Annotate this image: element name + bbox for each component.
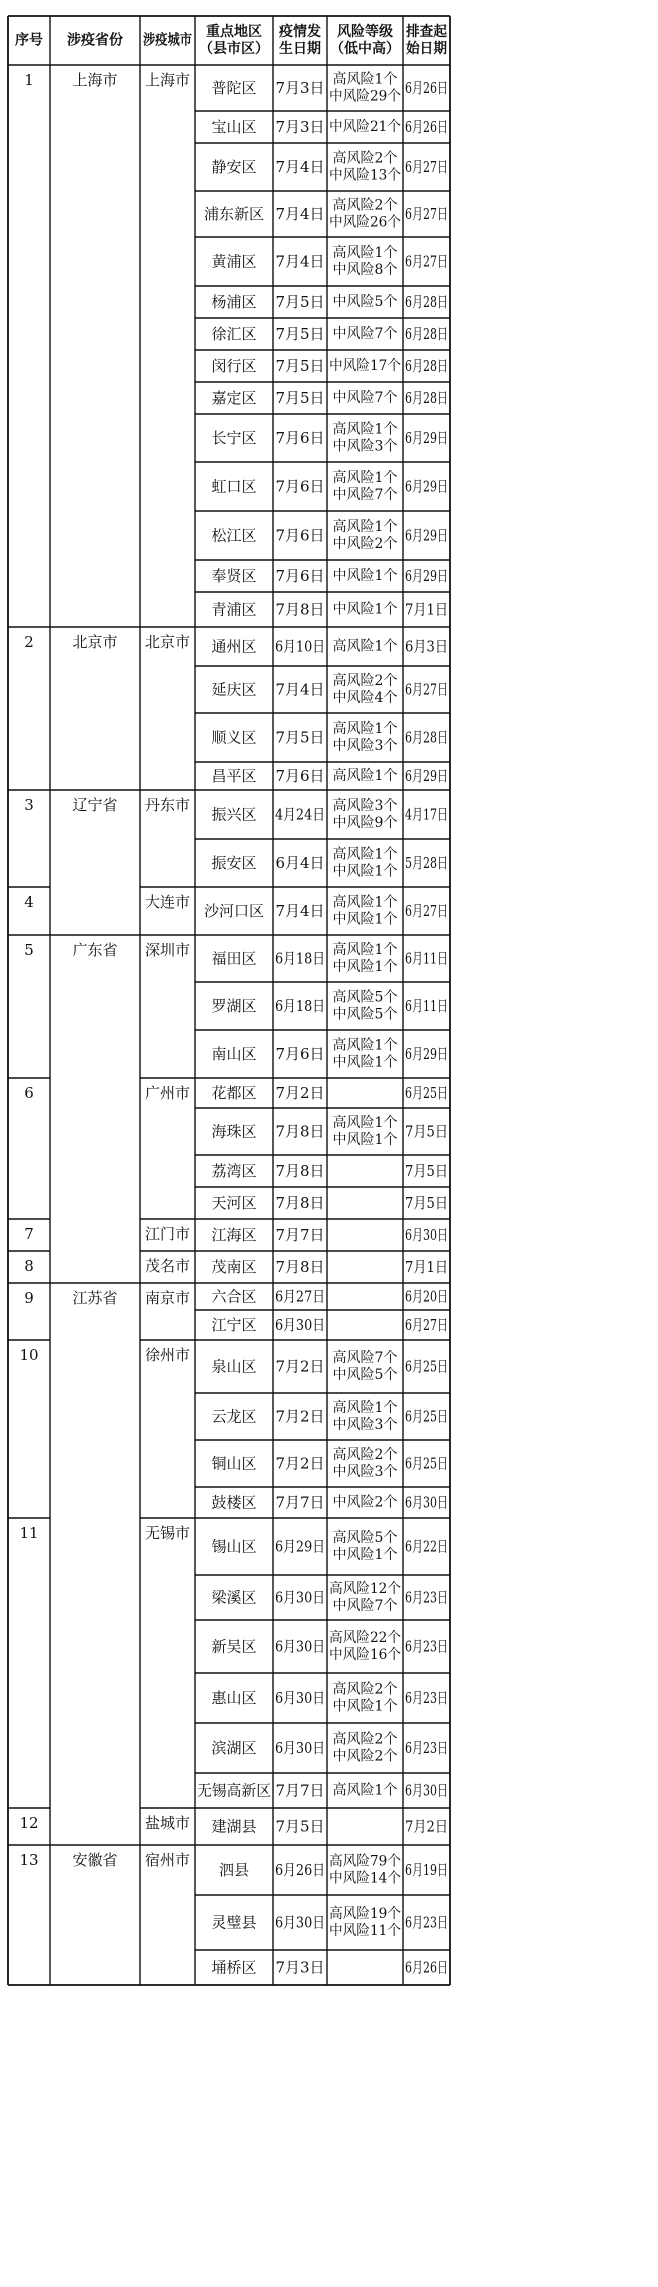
cell-risk: 中风险13个 <box>329 167 403 184</box>
cell-start: 6月28日 <box>405 728 448 747</box>
cell-start: 6月28日 <box>405 293 448 311</box>
cell-district: 青浦区 <box>211 600 257 619</box>
cell-start: 7月5日 <box>405 1162 448 1180</box>
cell-start: 6月29日 <box>405 767 448 785</box>
cell-date: 7月7日 <box>275 1226 325 1244</box>
cell-start: 6月23日 <box>405 1739 448 1757</box>
header-cell: 涉疫省份 <box>67 32 123 49</box>
cell-risk: 高风险2个 <box>332 1447 398 1464</box>
cell-risk: 高风险2个 <box>332 1681 398 1698</box>
cell-risk: 中风险26个 <box>329 214 403 231</box>
cell-district: 泉山区 <box>211 1357 257 1376</box>
cell-start: 6月19日 <box>405 1861 448 1879</box>
cell-district: 泗县 <box>218 1861 250 1879</box>
cell-no: 2 <box>24 633 34 651</box>
cell-start: 5月28日 <box>405 854 448 872</box>
cell-risk: 中风险5个 <box>332 1366 398 1383</box>
cell-city: 江门市 <box>144 1225 191 1243</box>
cell-risk: 高风险2个 <box>332 150 398 167</box>
cell-start: 7月1日 <box>405 1258 448 1276</box>
cell-district: 滨湖区 <box>211 1739 257 1757</box>
cell-risk: 中风险29个 <box>329 88 403 105</box>
cell-start: 6月23日 <box>405 1689 448 1707</box>
cell-date: 7月2日 <box>275 1357 325 1376</box>
cell-district: 福田区 <box>211 949 257 968</box>
cell-date: 6月30日 <box>275 1316 325 1334</box>
cell-risk: 高风险1个 <box>332 638 398 655</box>
cell-risk: 中风险1个 <box>332 1054 398 1071</box>
header-cell: 始日期 <box>406 40 448 57</box>
cell-start: 4月17日 <box>405 805 448 824</box>
cell-date: 7月4日 <box>275 158 325 176</box>
cell-risk: 高风险1个 <box>332 71 398 88</box>
cell-district: 罗湖区 <box>211 997 257 1015</box>
cell-date: 7月6日 <box>275 1045 325 1063</box>
cell-risk: 高风险1个 <box>332 721 398 738</box>
cell-city: 北京市 <box>144 633 191 651</box>
cell-date: 7月4日 <box>275 680 325 699</box>
cell-district: 宝山区 <box>211 118 257 136</box>
cell-risk: 中风险16个 <box>329 1646 403 1663</box>
cell-date: 7月4日 <box>275 252 325 271</box>
cell-risk: 中风险11个 <box>329 1922 403 1939</box>
cell-risk: 中风险3个 <box>332 438 398 455</box>
cell-date: 7月4日 <box>275 205 325 223</box>
cell-date: 7月2日 <box>275 1084 325 1102</box>
cell-risk: 高风险3个 <box>332 798 398 815</box>
cell-start: 6月29日 <box>405 429 448 447</box>
cell-district: 徐汇区 <box>211 325 257 343</box>
cell-risk: 高风险1个 <box>332 1115 398 1132</box>
cell-city: 上海市 <box>144 71 191 89</box>
cell-risk: 高风险1个 <box>332 421 398 438</box>
cell-city: 无锡市 <box>144 1524 191 1542</box>
cell-date: 6月29日 <box>275 1537 325 1556</box>
cell-no: 6 <box>24 1084 34 1102</box>
cell-no: 8 <box>24 1257 34 1275</box>
cell-risk: 中风险7个 <box>332 390 398 406</box>
cell-start: 6月26日 <box>405 1958 448 1977</box>
cell-district: 花都区 <box>211 1084 257 1102</box>
cell-start: 6月23日 <box>405 1588 448 1607</box>
cell-risk: 高风险1个 <box>332 470 398 487</box>
cell-district: 南山区 <box>211 1045 257 1063</box>
cell-start: 6月27日 <box>405 1316 448 1334</box>
cell-district: 灵璧县 <box>211 1913 257 1932</box>
cell-date: 7月8日 <box>275 600 325 619</box>
cell-start: 6月29日 <box>405 477 448 496</box>
cell-district: 顺义区 <box>211 728 257 747</box>
header-cell: 重点地区 <box>206 24 262 41</box>
cell-start: 7月5日 <box>405 1194 448 1212</box>
cell-district: 荔湾区 <box>211 1162 257 1180</box>
cell-date: 6月26日 <box>275 1861 325 1879</box>
cell-risk: 中风险5个 <box>332 1006 398 1023</box>
cell-risk: 高风险1个 <box>332 846 398 863</box>
cell-date: 7月5日 <box>275 389 325 407</box>
header-cell: 排查起 <box>406 24 448 41</box>
cell-risk: 中风险3个 <box>332 1416 398 1433</box>
cell-district: 嘉定区 <box>211 389 257 407</box>
cell-date: 7月8日 <box>275 1122 325 1141</box>
cell-risk: 中风险8个 <box>332 261 398 278</box>
cell-district: 昌平区 <box>211 767 257 785</box>
cell-city: 深圳市 <box>144 941 191 959</box>
cell-district: 奉贤区 <box>211 567 257 585</box>
cell-start: 6月23日 <box>405 1637 448 1656</box>
cell-city: 南京市 <box>144 1289 191 1307</box>
cell-risk: 中风险1个 <box>332 1698 398 1715</box>
cell-risk: 中风险1个 <box>332 1131 398 1148</box>
cell-district: 江海区 <box>211 1226 257 1244</box>
cell-start: 6月27日 <box>405 205 448 223</box>
cell-risk: 高风险7个 <box>332 1350 398 1367</box>
cell-risk: 高风险5个 <box>332 1530 398 1547</box>
cell-district: 振兴区 <box>211 805 257 824</box>
cell-date: 7月6日 <box>275 477 325 496</box>
cell-risk: 中风险1个 <box>332 1546 398 1563</box>
cell-no: 9 <box>24 1289 34 1307</box>
cell-start: 6月26日 <box>405 79 448 97</box>
cell-start: 6月11日 <box>405 949 448 968</box>
cell-district: 杨浦区 <box>211 293 257 311</box>
cell-risk: 中风险2个 <box>332 1748 398 1765</box>
cell-start: 7月2日 <box>405 1817 448 1836</box>
cell-date: 7月5日 <box>275 357 325 375</box>
cell-city: 徐州市 <box>144 1346 191 1364</box>
cell-city: 茂名市 <box>144 1257 191 1275</box>
cell-start: 6月27日 <box>405 680 448 699</box>
cell-start: 6月25日 <box>405 1357 448 1376</box>
cell-date: 7月5日 <box>275 293 325 311</box>
cell-risk: 中风险3个 <box>332 737 398 754</box>
cell-start: 7月1日 <box>405 600 448 619</box>
cell-district: 六合区 <box>211 1287 257 1306</box>
cell-risk: 高风险2个 <box>332 1731 398 1748</box>
cell-district: 闵行区 <box>211 357 257 375</box>
cell-risk: 高风险1个 <box>332 942 398 959</box>
cell-start: 6月23日 <box>405 1913 448 1932</box>
cell-risk: 中风险7个 <box>332 326 398 342</box>
cell-start: 6月26日 <box>405 118 448 136</box>
cell-start: 6月30日 <box>405 1226 448 1244</box>
cell-start: 6月27日 <box>405 902 448 920</box>
cell-district: 建湖县 <box>211 1817 257 1836</box>
cell-date: 7月8日 <box>275 1258 325 1276</box>
cell-date: 7月3日 <box>275 1958 325 1977</box>
cell-risk: 中风险9个 <box>332 814 398 831</box>
cell-city: 盐城市 <box>144 1814 191 1832</box>
cell-date: 7月8日 <box>275 1194 325 1212</box>
cell-date: 7月2日 <box>275 1454 325 1473</box>
cell-risk: 高风险1个 <box>332 768 398 784</box>
cell-start: 6月11日 <box>405 997 448 1015</box>
cell-date: 6月4日 <box>275 854 325 872</box>
header-cell: 序号 <box>15 32 43 49</box>
cell-start: 6月25日 <box>405 1454 448 1473</box>
header-cell: 风险等级 <box>337 24 393 41</box>
cell-district: 普陀区 <box>211 79 257 97</box>
cell-risk: 高风险12个 <box>329 1581 403 1598</box>
cell-province: 江苏省 <box>72 1289 118 1307</box>
cell-risk: 中风险1个 <box>332 958 398 975</box>
cell-risk: 中风险2个 <box>332 1494 398 1511</box>
cell-province: 上海市 <box>72 71 118 89</box>
cell-risk: 高风险79个 <box>329 1853 403 1870</box>
cell-date: 7月5日 <box>275 1817 325 1836</box>
header-cell: （低中高） <box>330 40 400 57</box>
cell-start: 6月29日 <box>405 1045 448 1063</box>
cell-district: 延庆区 <box>211 680 257 699</box>
cell-province: 安徽省 <box>72 1851 118 1869</box>
cell-district: 惠山区 <box>211 1689 257 1707</box>
cell-no: 10 <box>19 1346 39 1364</box>
cell-start: 6月28日 <box>405 325 448 343</box>
cell-start: 6月25日 <box>405 1407 448 1426</box>
cell-district: 梁溪区 <box>211 1588 257 1607</box>
cell-date: 7月5日 <box>275 325 325 343</box>
cell-risk: 高风险1个 <box>332 894 398 911</box>
cell-risk: 中风险14个 <box>329 1870 403 1887</box>
cell-risk: 高风险1个 <box>332 1400 398 1417</box>
cell-district: 埇桥区 <box>211 1958 257 1977</box>
cell-start: 6月28日 <box>405 357 448 375</box>
cell-start: 6月30日 <box>405 1493 448 1512</box>
cell-date: 7月3日 <box>275 79 325 97</box>
cell-date: 7月8日 <box>275 1162 325 1180</box>
cell-no: 1 <box>24 71 34 89</box>
cell-district: 茂南区 <box>211 1258 257 1276</box>
cell-risk: 中风险7个 <box>332 1597 398 1614</box>
cell-district: 海珠区 <box>211 1122 257 1141</box>
header-cell: （县市区） <box>199 40 269 57</box>
cell-no: 12 <box>19 1814 39 1832</box>
cell-risk: 高风险5个 <box>332 989 398 1006</box>
cell-province: 广东省 <box>72 941 118 959</box>
cell-risk: 高风险22个 <box>329 1630 403 1647</box>
cell-risk: 高风险1个 <box>332 1782 398 1799</box>
cell-district: 黄浦区 <box>211 252 257 271</box>
cell-district: 虹口区 <box>211 477 257 496</box>
cell-start: 6月25日 <box>405 1084 448 1102</box>
cell-district: 江宁区 <box>211 1316 257 1334</box>
cell-no: 3 <box>24 796 34 814</box>
cell-date: 7月2日 <box>275 1407 325 1426</box>
cell-no: 5 <box>24 941 34 959</box>
cell-province: 辽宁省 <box>72 796 118 814</box>
cell-risk: 中风险17个 <box>329 358 403 374</box>
cell-district: 锡山区 <box>211 1537 257 1556</box>
cell-no: 13 <box>19 1851 39 1869</box>
cell-risk: 高风险19个 <box>329 1906 403 1923</box>
cell-date: 6月27日 <box>275 1287 325 1306</box>
cell-start: 6月22日 <box>405 1537 448 1556</box>
cell-district: 无锡高新区 <box>197 1781 271 1800</box>
cell-date: 7月6日 <box>275 429 325 447</box>
cell-date: 6月10日 <box>275 637 325 656</box>
cell-city: 丹东市 <box>144 796 191 814</box>
cell-city: 宿州市 <box>144 1851 191 1869</box>
cell-date: 6月30日 <box>275 1588 325 1607</box>
cell-city: 大连市 <box>144 893 191 911</box>
cell-date: 6月18日 <box>275 949 325 968</box>
cell-risk: 中风险7个 <box>332 486 398 503</box>
cell-date: 6月18日 <box>275 997 325 1015</box>
cell-date: 7月6日 <box>275 567 325 585</box>
cell-risk: 高风险1个 <box>332 1037 398 1054</box>
cell-start: 6月20日 <box>405 1287 448 1306</box>
cell-date: 7月3日 <box>275 118 325 136</box>
cell-district: 云龙区 <box>211 1407 257 1426</box>
cell-district: 天河区 <box>211 1194 257 1212</box>
cell-date: 6月30日 <box>275 1739 325 1757</box>
cell-district: 静安区 <box>211 158 257 176</box>
cell-date: 6月30日 <box>275 1689 325 1707</box>
cell-risk: 中风险1个 <box>332 911 398 928</box>
cell-risk: 中风险5个 <box>332 294 398 310</box>
cell-date: 7月4日 <box>275 902 325 920</box>
cell-risk: 中风险1个 <box>332 568 398 584</box>
cell-date: 6月30日 <box>275 1913 325 1932</box>
cell-risk: 中风险1个 <box>332 601 398 618</box>
header-cell: 疫情发 <box>279 24 321 41</box>
cell-city: 广州市 <box>144 1084 191 1102</box>
cell-start: 6月3日 <box>405 637 448 656</box>
cell-start: 6月28日 <box>405 389 448 407</box>
cell-date: 7月6日 <box>275 526 325 545</box>
cell-risk: 中风险3个 <box>332 1463 398 1480</box>
cell-date: 7月7日 <box>275 1781 325 1800</box>
header-cell: 涉疫城市 <box>143 32 199 49</box>
cell-risk: 中风险1个 <box>332 863 398 880</box>
cell-risk: 高风险2个 <box>332 673 398 690</box>
cell-date: 6月30日 <box>275 1637 325 1656</box>
cell-date: 4月24日 <box>275 805 325 824</box>
cell-start: 7月5日 <box>405 1122 448 1141</box>
cell-risk: 中风险21个 <box>329 119 403 135</box>
cell-province: 北京市 <box>72 633 118 651</box>
cell-date: 7月7日 <box>275 1493 325 1512</box>
cell-date: 7月6日 <box>275 767 325 785</box>
cell-start: 6月27日 <box>405 252 448 271</box>
cell-no: 7 <box>24 1225 34 1243</box>
header-cell: 生日期 <box>279 40 321 57</box>
cell-district: 浦东新区 <box>203 205 265 223</box>
cell-start: 6月29日 <box>405 526 448 545</box>
cell-risk: 高风险1个 <box>332 245 398 262</box>
cell-district: 沙河口区 <box>203 902 265 920</box>
cell-start: 6月29日 <box>405 567 448 585</box>
cell-district: 振安区 <box>211 854 257 872</box>
cell-risk: 高风险1个 <box>332 519 398 536</box>
cell-no: 11 <box>19 1524 39 1542</box>
cell-risk: 中风险4个 <box>332 689 398 706</box>
cell-district: 通州区 <box>211 637 257 656</box>
cell-district: 长宁区 <box>211 429 257 447</box>
cell-risk: 高风险2个 <box>332 197 398 214</box>
cell-start: 6月30日 <box>405 1781 448 1800</box>
cell-district: 铜山区 <box>211 1454 257 1473</box>
cell-district: 新吴区 <box>211 1637 257 1656</box>
cell-date: 7月5日 <box>275 728 325 747</box>
cell-district: 鼓楼区 <box>211 1493 257 1512</box>
cell-no: 4 <box>24 893 34 911</box>
cell-start: 6月27日 <box>405 158 448 176</box>
cell-district: 松江区 <box>211 526 257 545</box>
cell-risk: 中风险2个 <box>332 535 398 552</box>
